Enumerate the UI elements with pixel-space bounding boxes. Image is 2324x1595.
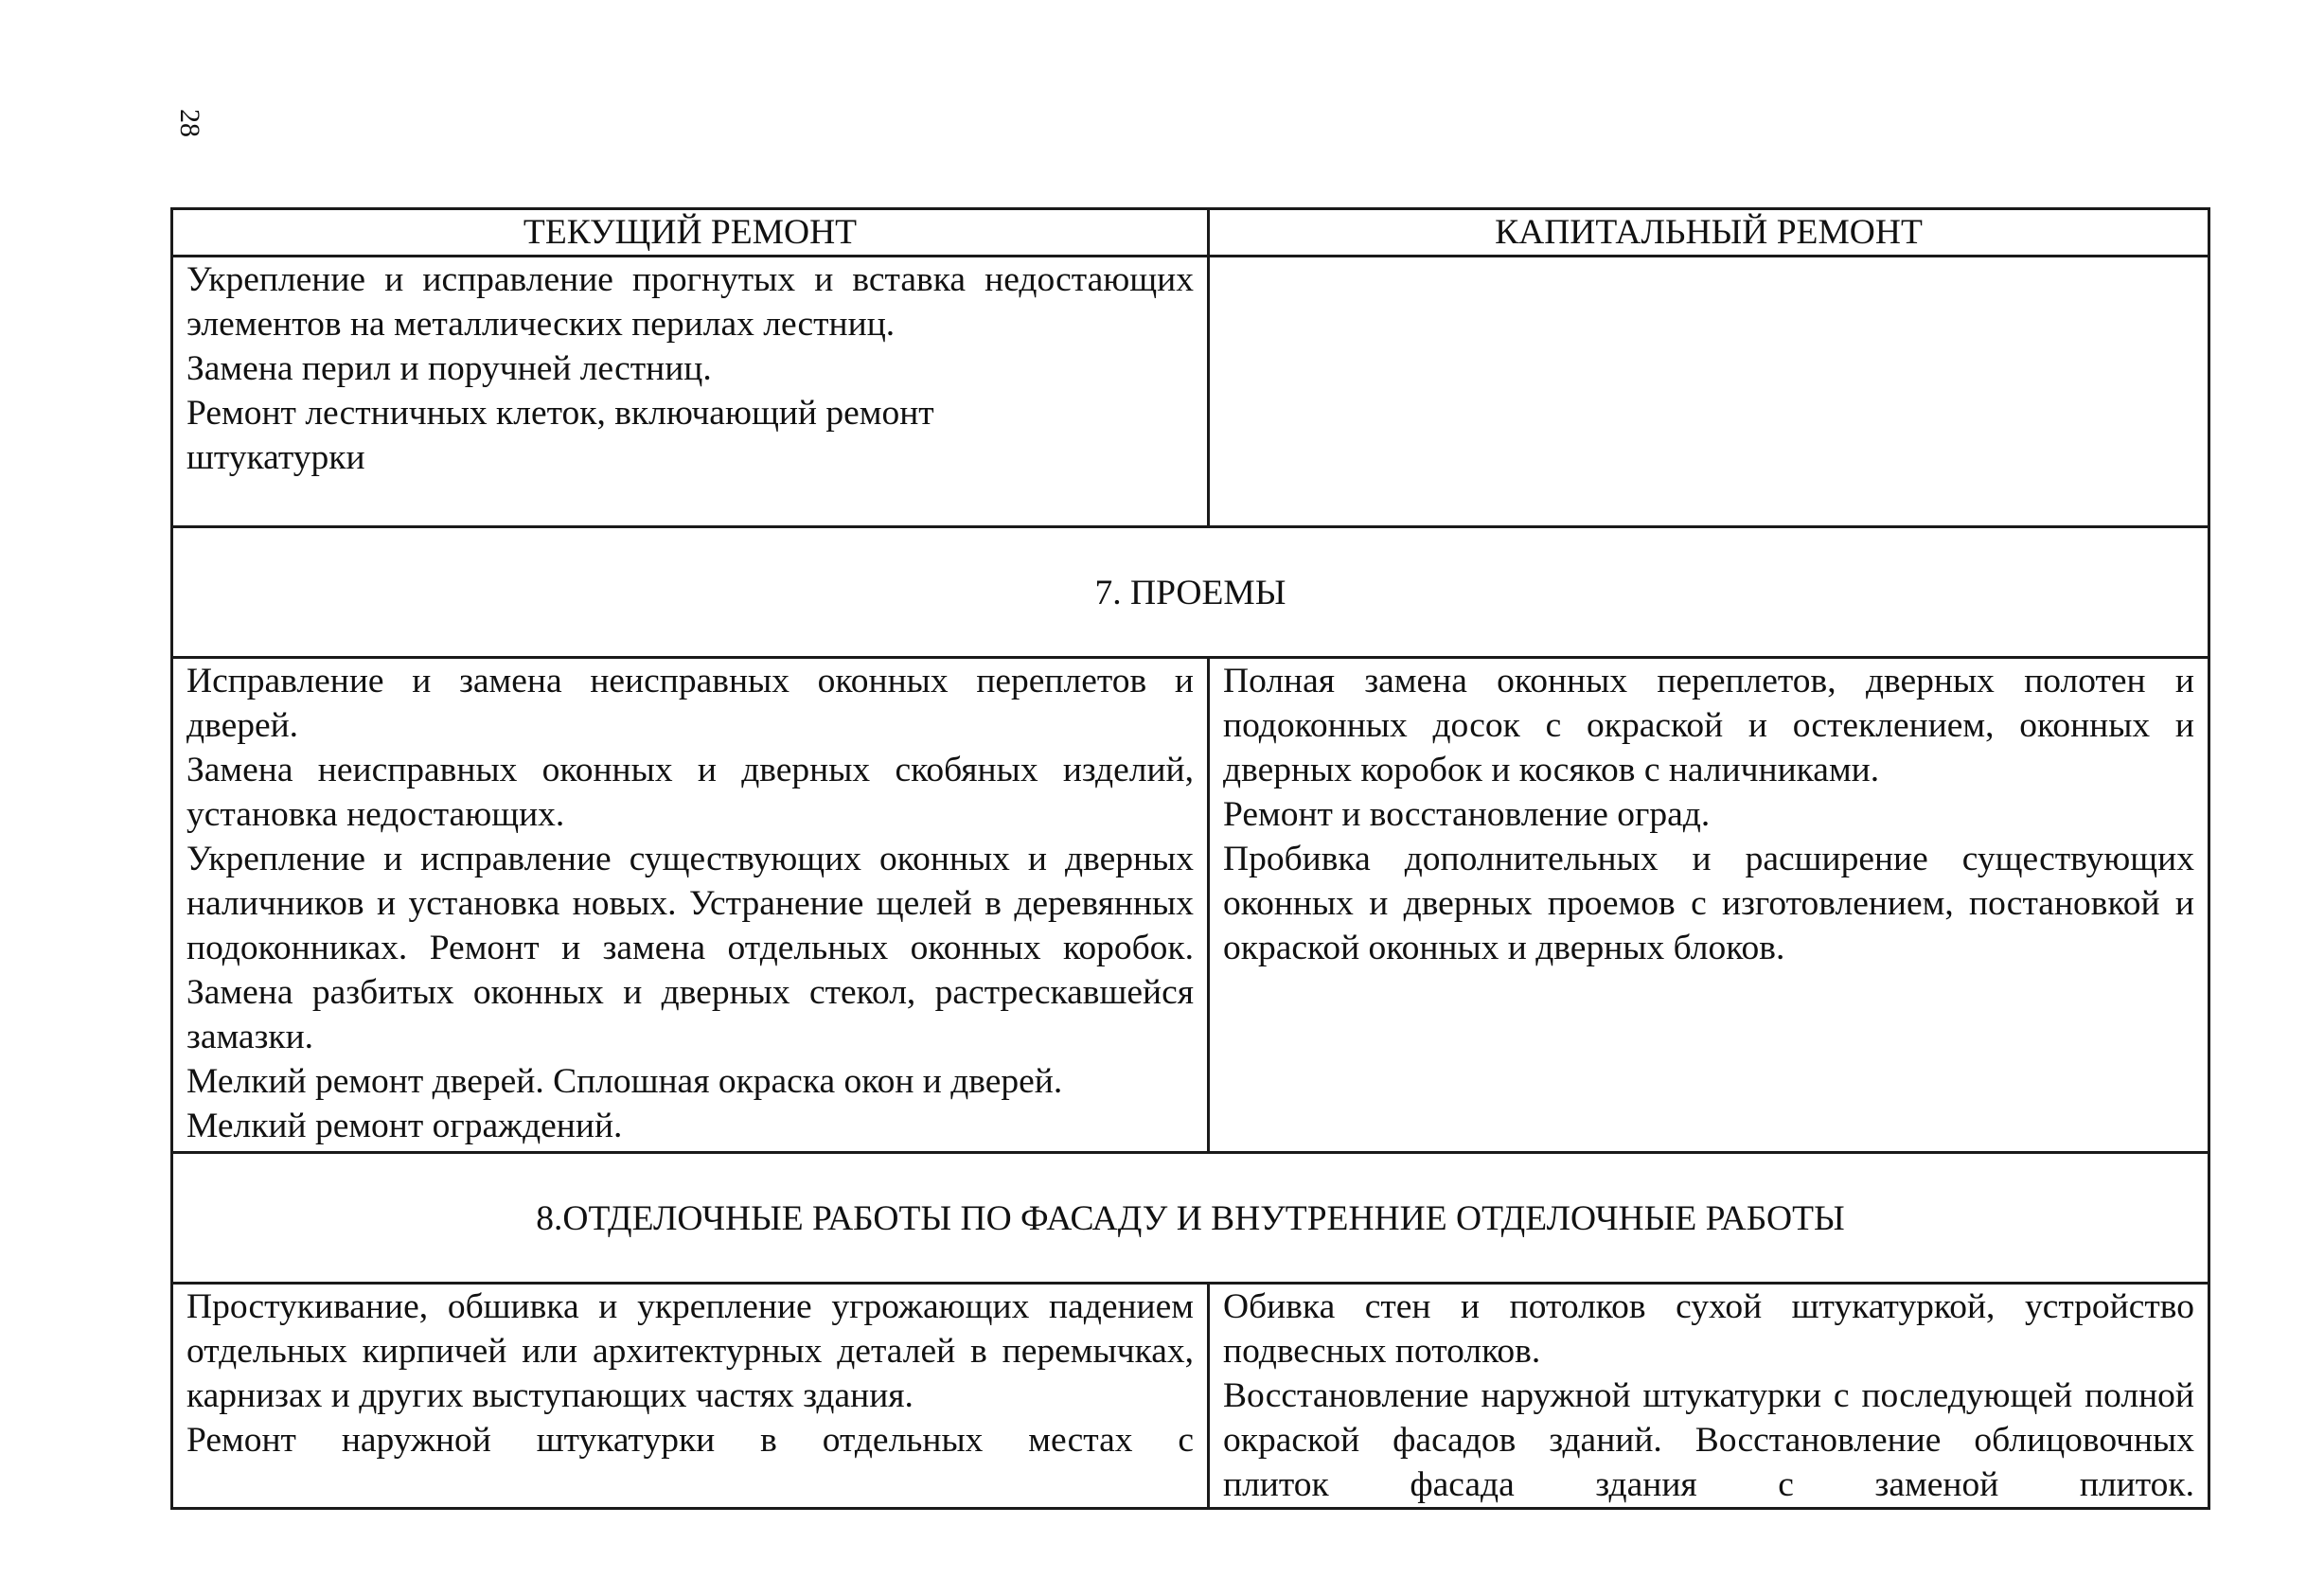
header-current-repair: ТЕКУЩИЙ РЕМОНТ xyxy=(172,209,1209,257)
list-item: Обивка стен и потолков сухой штукатуркой, устройство подвесных потолков. xyxy=(1223,1287,2194,1371)
table-row xyxy=(172,257,2209,527)
list-item: Замена неисправных оконных и дверных скобяных изделий, установка недостающих. xyxy=(186,751,1194,834)
list-item: Исправление и замена неисправных оконных переплетов и дверей. xyxy=(186,662,1194,745)
table-row xyxy=(172,1284,2209,1509)
list-item: Укрепление и исправление существующих оконных и дверных наличников и установка новых. Устранение щелей в деревянных подоконниках. Ремонт и замена отдельных оконных коробок. Замена разбитых оконных и дверных стекол, растрескавшейся замазки. xyxy=(186,840,1194,1056)
current-repair-cell xyxy=(172,1284,1209,1509)
list-item: Мелкий ремонт дверей. Сплошная окраска окон и дверей. xyxy=(186,1062,1063,1101)
capital-repair-cell xyxy=(1209,1284,2209,1509)
header-capital-repair: КАПИТАЛЬНЫЙ РЕМОНТ xyxy=(1209,209,2209,257)
list-item: Мелкий ремонт ограждений. xyxy=(186,1107,623,1145)
section-title: 7. ПРОЕМЫ xyxy=(1094,574,1286,612)
list-item: Ремонт лестничных клеток, включающий ремонт штукатурки xyxy=(186,394,934,477)
page-number: 28 xyxy=(174,109,205,137)
section-heading-cell xyxy=(172,527,2209,658)
current-repair-cell xyxy=(172,658,1209,1153)
list-item: Ремонт наружной штукатурки в отдельных местах с xyxy=(186,1421,1194,1460)
list-item: Простукивание, обшивка и укрепление угрожающих падением отдельных кирпичей или архитектурных деталей в перемычках, карнизах и других выступающих частях здания. xyxy=(186,1287,1194,1415)
capital-repair-cell xyxy=(1209,257,2209,527)
list-item: Ремонт и восстановление оград. xyxy=(1223,795,1711,834)
list-item: Восстановление наружной штукатурки с последующей полной окраской фасадов зданий. Восстановление облицовочных плиток фасада здания с заменой плиток. xyxy=(1223,1376,2194,1504)
table-row xyxy=(172,658,2209,1153)
repair-works-table xyxy=(170,207,2210,1510)
section-title: 8.ОТДЕЛОЧНЫЕ РАБОТЫ ПО ФАСАДУ И ВНУТРЕННИЕ ОТДЕЛОЧНЫЕ РАБОТЫ xyxy=(536,1199,1845,1238)
current-repair-cell xyxy=(172,257,1209,527)
list-item: Укрепление и исправление прогнутых и вставка недостающих элементов на металлических перилах лестниц. xyxy=(186,260,1194,344)
section-heading-cell xyxy=(172,1153,2209,1284)
table-header-row xyxy=(172,209,2209,257)
list-item: Пробивка дополнительных и расширение существующих оконных и дверных проемов с изготовлением, постановкой и окраской оконных и дверных блоков. xyxy=(1223,840,2194,967)
capital-repair-cell xyxy=(1209,658,2209,1153)
list-item: Замена перил и поручней лестниц. xyxy=(186,349,712,388)
section-row xyxy=(172,1153,2209,1284)
section-row xyxy=(172,527,2209,658)
list-item: Полная замена оконных переплетов, дверных полотен и подоконных досок с окраской и остеклением, оконных и дверных коробок и косяков с наличниками. xyxy=(1223,662,2194,789)
